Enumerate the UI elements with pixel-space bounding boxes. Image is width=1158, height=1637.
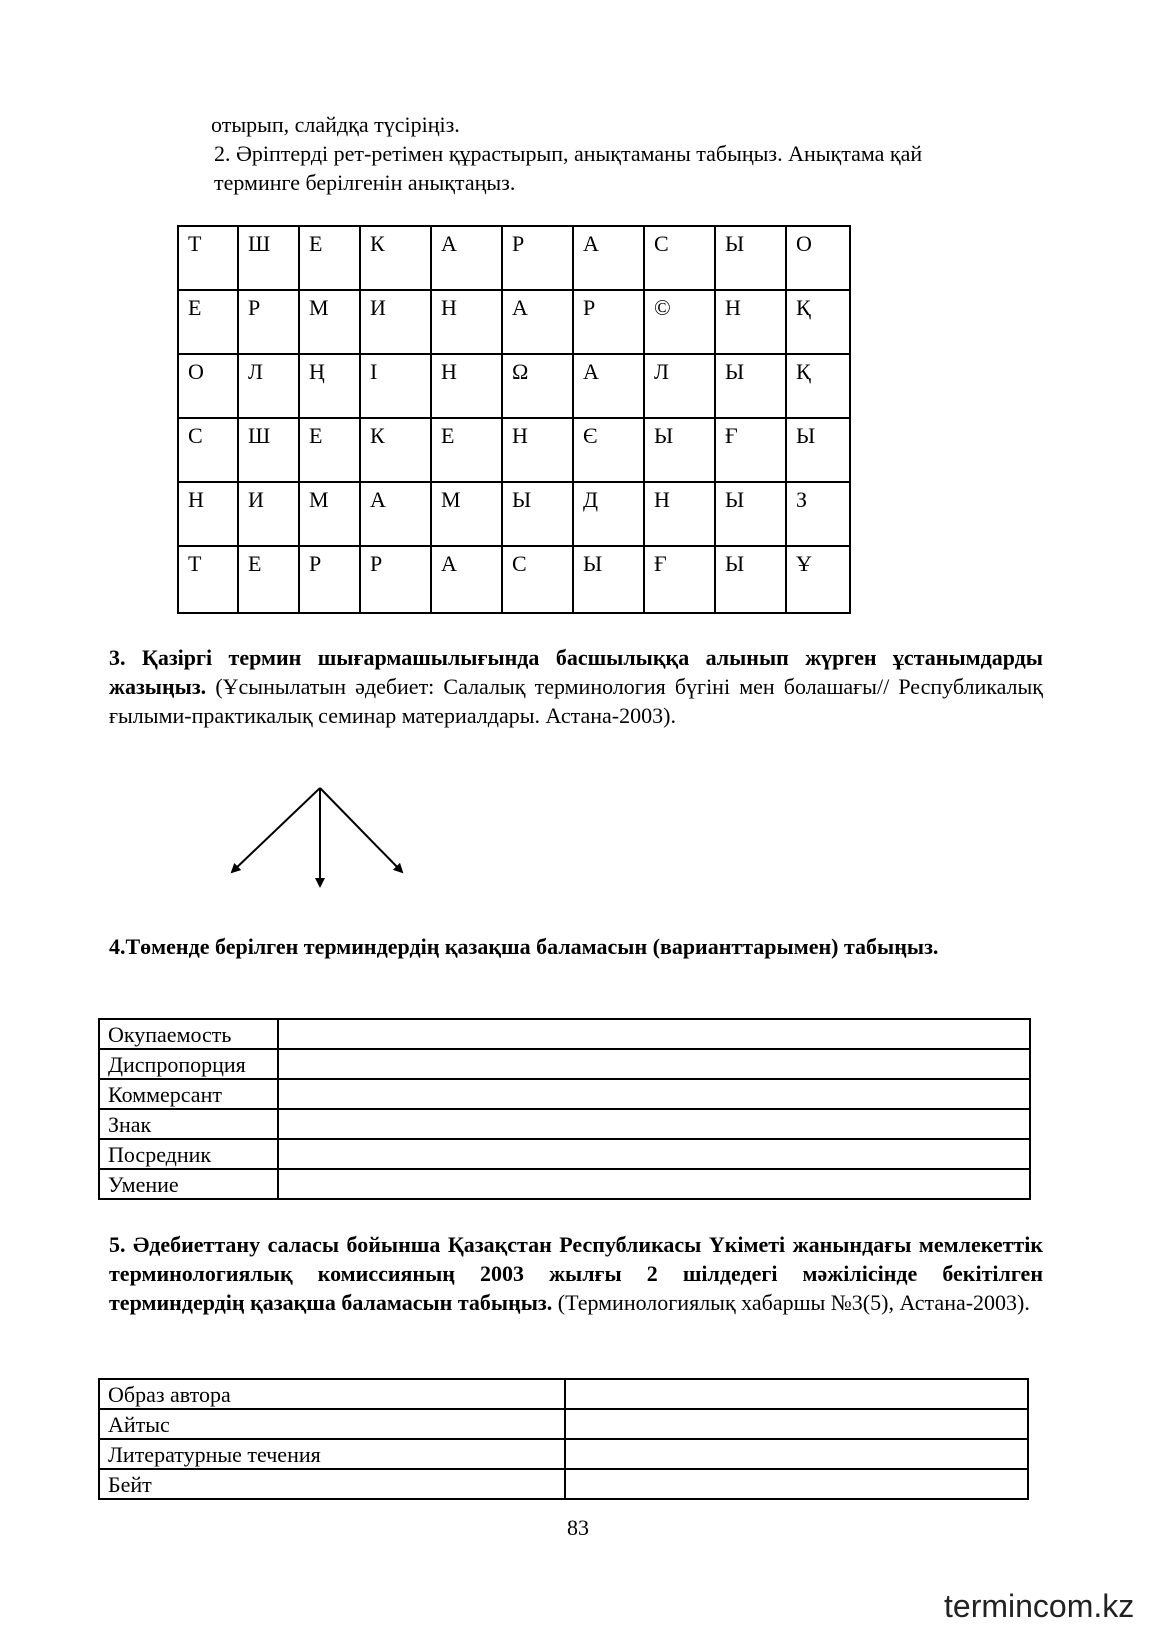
task-5-paragraph bbox=[109, 1230, 1043, 1317]
page-number: 83 bbox=[567, 1515, 589, 1540]
answer-cell[interactable] bbox=[565, 1379, 1028, 1409]
grid-cell: Ң bbox=[299, 354, 360, 418]
grid-cell: З bbox=[786, 482, 850, 546]
grid-cell: Н bbox=[431, 290, 502, 354]
table-row bbox=[99, 1079, 1030, 1109]
grid-cell: К bbox=[360, 226, 431, 290]
grid-cell: Л bbox=[238, 354, 299, 418]
term-cell: Диспропорция bbox=[99, 1049, 278, 1079]
term-cell: Знак bbox=[99, 1109, 278, 1139]
intro-line-1: отырып, слайдқа түсіріңіз. bbox=[211, 112, 460, 137]
intro-line-2: 2. Әріптерді рет-ретімен құрастырып, анықтаманы табыңыз. Анықтама қай bbox=[214, 141, 923, 166]
grid-cell: И bbox=[238, 482, 299, 546]
grid-cell: Ұ bbox=[786, 546, 850, 613]
term-cell: Образ автора bbox=[99, 1379, 565, 1409]
grid-cell: Ш bbox=[238, 418, 299, 482]
grid-cell: Қ bbox=[786, 290, 850, 354]
answer-cell[interactable] bbox=[278, 1139, 1030, 1169]
task-5-title: 5. Әдебиеттану саласы бойынша Қазақстан Республикасы Үкіметі жанындағы мемлекеттік терминологиялық комиссияның 2003 жылғы 2 шілдедегі мәжілісінде бекітілген терминдердің қазақша баламасын табыңыз. bbox=[109, 1232, 1043, 1315]
grid-cell: Ы bbox=[715, 482, 786, 546]
grid-cell: І bbox=[360, 354, 431, 418]
grid-cell: Н bbox=[431, 354, 502, 418]
term-cell: Айтыс bbox=[99, 1409, 565, 1439]
table-row bbox=[99, 1109, 1030, 1139]
answer-cell[interactable] bbox=[278, 1079, 1030, 1109]
arrow-left bbox=[232, 788, 320, 872]
table-row bbox=[99, 1469, 1028, 1499]
arrow-right bbox=[320, 788, 402, 872]
table-row bbox=[99, 1409, 1028, 1439]
grid-cell: Ы bbox=[502, 482, 573, 546]
table-row bbox=[99, 1379, 1028, 1409]
grid-cell: Ы bbox=[573, 546, 644, 613]
grid-cell: Н bbox=[178, 482, 238, 546]
grid-cell: Е bbox=[178, 290, 238, 354]
grid-cell: С bbox=[644, 226, 715, 290]
task-4-title: 4.Төменде берілген терминдердің қазақша баламасын (варианттарымен) табыңыз. bbox=[109, 934, 939, 959]
grid-cell: Є bbox=[573, 418, 644, 482]
term-cell: Литературные течения bbox=[99, 1439, 565, 1469]
answer-cell[interactable] bbox=[278, 1109, 1030, 1139]
answer-cell[interactable] bbox=[278, 1049, 1030, 1079]
grid-cell: Л bbox=[644, 354, 715, 418]
term-cell: Бейт bbox=[99, 1469, 565, 1499]
grid-cell: А bbox=[573, 226, 644, 290]
answer-cell[interactable] bbox=[278, 1169, 1030, 1199]
grid-row bbox=[178, 418, 850, 482]
grid-row bbox=[178, 546, 850, 613]
grid-cell: © bbox=[644, 290, 715, 354]
term-cell: Посредник bbox=[99, 1139, 278, 1169]
grid-cell: Ш bbox=[238, 226, 299, 290]
table-row bbox=[99, 1169, 1030, 1199]
grid-cell: О bbox=[786, 226, 850, 290]
grid-cell: Д bbox=[573, 482, 644, 546]
task-3-title: 3. Қазіргі термин шығармашылығында басшылыққа алынып жүрген ұстанымдарды жазыңыз. bbox=[109, 645, 1043, 699]
grid-cell: А bbox=[431, 546, 502, 613]
task-5-reference: (Терминологиялық хабаршы №3(5), Астана-2003). bbox=[552, 1290, 1030, 1315]
task-3-reference: (Ұсынылатын әдебиет: Салалық терминология бүгіні мен болашағы// Республикалық ғылыми-практикалық семинар материалдары. Астана-2003). bbox=[109, 674, 1043, 728]
grid-cell: Р bbox=[360, 546, 431, 613]
grid-cell: Е bbox=[238, 546, 299, 613]
task-5-table bbox=[98, 1378, 1029, 1500]
task-4-table bbox=[98, 1018, 1031, 1200]
grid-cell: Р bbox=[573, 290, 644, 354]
grid-cell: М bbox=[299, 482, 360, 546]
term-cell: Коммерсант bbox=[99, 1079, 278, 1109]
grid-cell: Ы bbox=[715, 226, 786, 290]
grid-cell: О bbox=[178, 354, 238, 418]
grid-cell: Е bbox=[299, 226, 360, 290]
answer-cell[interactable] bbox=[565, 1469, 1028, 1499]
grid-cell: Н bbox=[715, 290, 786, 354]
task-3-paragraph bbox=[109, 643, 1043, 730]
grid-row bbox=[178, 354, 850, 418]
grid-cell: К bbox=[360, 418, 431, 482]
arrow-diagram bbox=[220, 780, 420, 892]
grid-cell: Н bbox=[644, 482, 715, 546]
term-cell: Умение bbox=[99, 1169, 278, 1199]
grid-cell: С bbox=[178, 418, 238, 482]
grid-cell: Р bbox=[299, 546, 360, 613]
watermark-logo: termincom.kz bbox=[944, 1588, 1135, 1624]
grid-cell: А bbox=[502, 290, 573, 354]
answer-cell[interactable] bbox=[565, 1439, 1028, 1469]
grid-cell: С bbox=[502, 546, 573, 613]
grid-cell: Ы bbox=[786, 418, 850, 482]
grid-row bbox=[178, 482, 850, 546]
answer-cell[interactable] bbox=[278, 1019, 1030, 1049]
table-row bbox=[99, 1049, 1030, 1079]
term-cell: Окупаемость bbox=[99, 1019, 278, 1049]
grid-cell: И bbox=[360, 290, 431, 354]
grid-cell: А bbox=[360, 482, 431, 546]
grid-cell: Е bbox=[299, 418, 360, 482]
grid-cell: Ы bbox=[644, 418, 715, 482]
table-row bbox=[99, 1019, 1030, 1049]
grid-cell: Қ bbox=[786, 354, 850, 418]
grid-cell: Т bbox=[178, 546, 238, 613]
grid-cell: Р bbox=[238, 290, 299, 354]
table-row bbox=[99, 1439, 1028, 1469]
grid-row bbox=[178, 226, 850, 290]
grid-cell: М bbox=[431, 482, 502, 546]
grid-cell: Р bbox=[502, 226, 573, 290]
table-row bbox=[99, 1139, 1030, 1169]
grid-cell: Ғ bbox=[644, 546, 715, 613]
grid-cell: Ы bbox=[715, 354, 786, 418]
grid-cell: Т bbox=[178, 226, 238, 290]
grid-cell: Ы bbox=[715, 546, 786, 613]
answer-cell[interactable] bbox=[565, 1409, 1028, 1439]
grid-cell: Н bbox=[502, 418, 573, 482]
grid-cell: Ω bbox=[502, 354, 573, 418]
letter-grid bbox=[177, 225, 851, 614]
intro-line-3: терминге берілгенін анықтаңыз. bbox=[214, 170, 516, 195]
grid-cell: Ғ bbox=[715, 418, 786, 482]
grid-cell: А bbox=[573, 354, 644, 418]
grid-cell: Е bbox=[431, 418, 502, 482]
grid-cell: М bbox=[299, 290, 360, 354]
grid-row bbox=[178, 290, 850, 354]
grid-cell: А bbox=[431, 226, 502, 290]
